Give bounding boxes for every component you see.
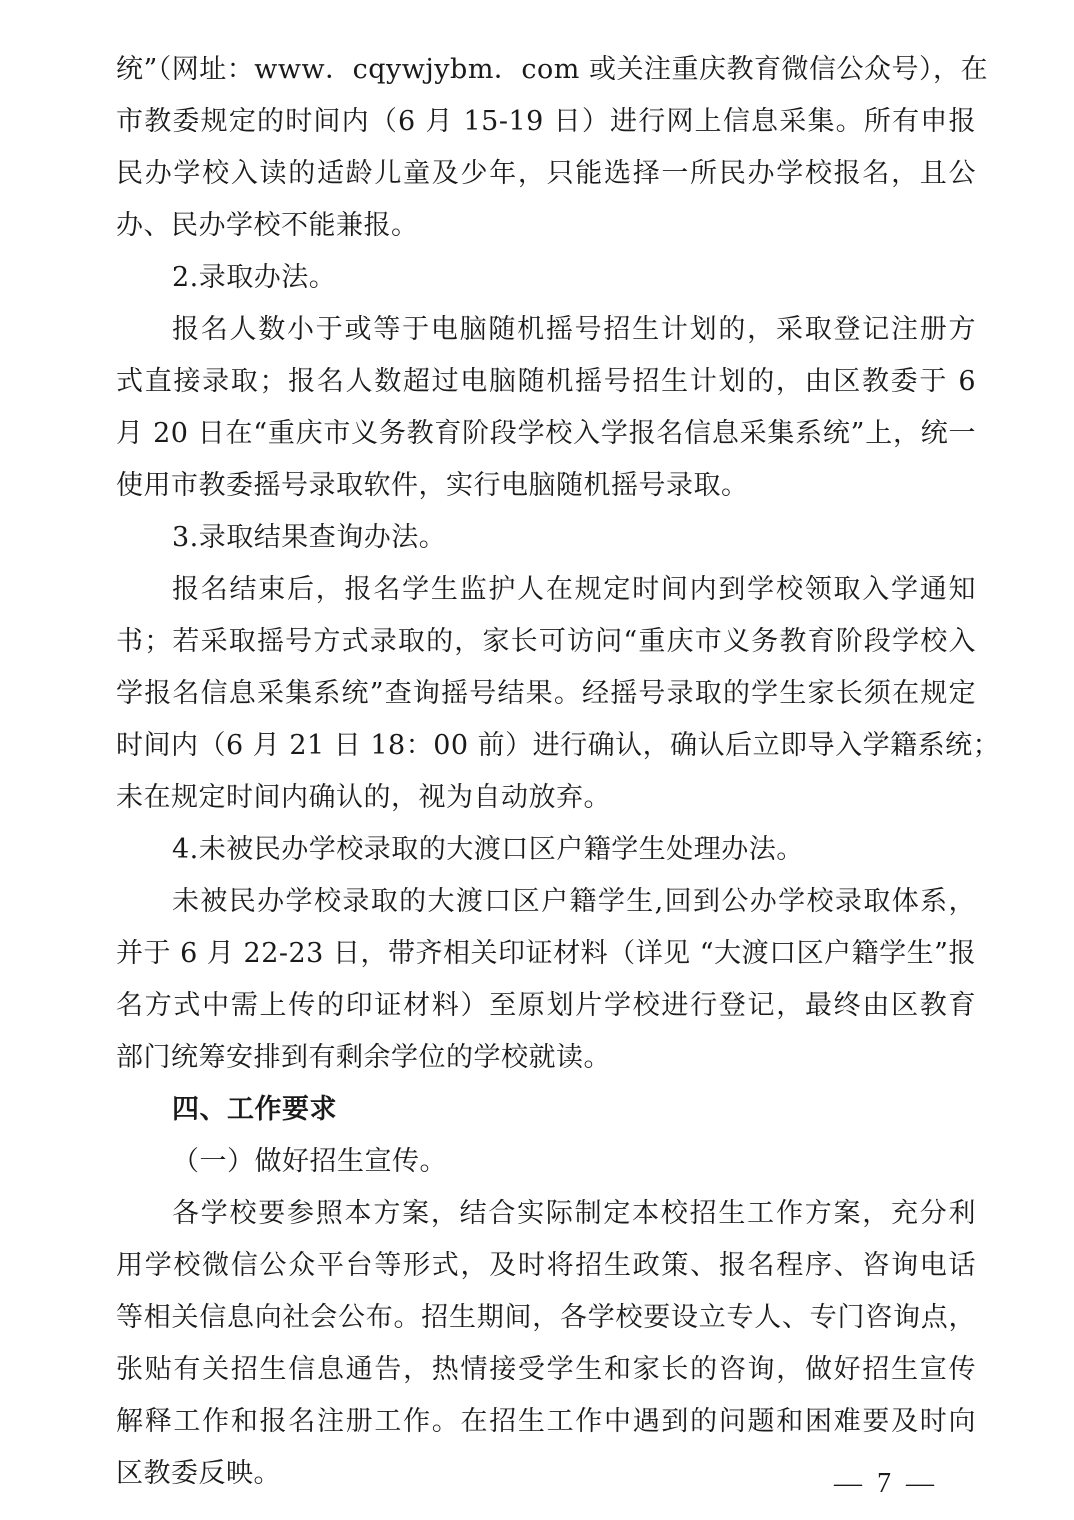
body-line: 民办学校入读的适龄儿童及少年，只能选择一所民办学校报名，且公 [116,158,976,189]
document-body [116,44,1001,1500]
body-line: 各学校要参照本方案，结合实际制定本校招生工作方案，充分利 [172,1198,976,1229]
body-line: 市教委规定的时间内（6 月 15-19 日）进行网上信息采集。所有申报 [116,106,976,137]
body-line: 部门统筹安排到有剩余学位的学校就读。 [116,1042,611,1073]
subheading-result-query: 3.录取结果查询办法。 [172,522,447,553]
body-line: 名方式中需上传的印证材料）至原划片学校进行登记，最终由区教育 [116,990,976,1021]
body-line: 式直接录取；报名人数超过电脑随机摇号招生计划的，由区教委于 6 [116,366,976,397]
body-line: 用学校微信公众平台等形式，及时将招生政策、报名程序、咨询电话 [116,1250,976,1281]
body-line: 报名人数小于或等于电脑随机摇号招生计划的，采取登记注册方 [172,314,976,345]
body-line: 等相关信息向社会公布。招生期间，各学校要设立专人、专门咨询点， [116,1302,976,1333]
subheading-publicity: （一）做好招生宣传。 [172,1146,447,1177]
body-line: 时间内（6 月 21 日 18：00 前）进行确认，确认后立即导入学籍系统； [116,730,1001,761]
page-number: — 7 — [834,1468,938,1499]
body-line: 未被民办学校录取的大渡口区户籍学生,回到公办学校录取体系， [172,886,976,917]
body-line: 月 20 日在“重庆市义务教育阶段学校入学报名信息采集系统”上，统一 [116,418,976,449]
body-line: 书；若采取摇号方式录取的，家长可访问“重庆市义务教育阶段学校入 [116,626,976,657]
subheading-unadmitted-students: 4.未被民办学校录取的大渡口区户籍学生处理办法。 [172,834,804,865]
body-line: 使用市教委摇号录取软件，实行电脑随机摇号录取。 [116,470,749,501]
body-line: 未在规定时间内确认的，视为自动放弃。 [116,782,611,813]
body-line: 报名结束后，报名学生监护人在规定时间内到学校领取入学通知 [172,574,976,605]
body-line: 区教委反映。 [116,1458,281,1489]
section-heading-work-requirements: 四、工作要求 [172,1094,337,1125]
subheading-admission-method: 2.录取办法。 [172,262,337,293]
body-line: 学报名信息采集系统”查询摇号结果。经摇号录取的学生家长须在规定 [116,678,976,709]
body-line: 张贴有关招生信息通告，热情接受学生和家长的咨询，做好招生宣传 [116,1354,976,1385]
body-line: 解释工作和报名注册工作。在招生工作中遇到的问题和困难要及时向 [116,1406,976,1437]
body-line: 办、民办学校不能兼报。 [116,210,419,241]
body-line: 并于 6 月 22-23 日，带齐相关印证材料（详见 “大渡口区户籍学生”报 [116,938,976,969]
body-line: 统”（网址：www．cqywjybm．com 或关注重庆教育微信公众号），在 [116,54,988,85]
